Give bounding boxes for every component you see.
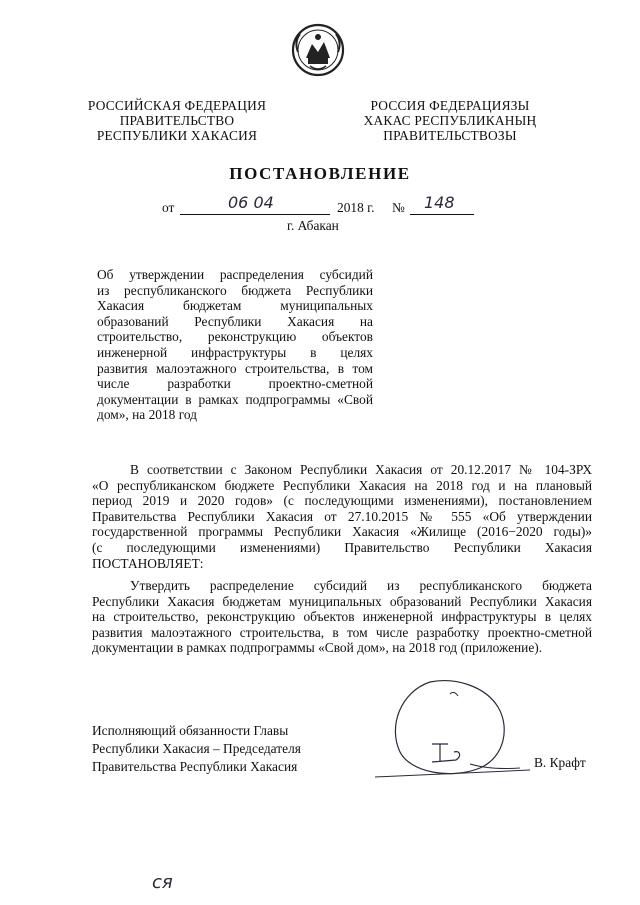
from-label: от [162, 200, 175, 215]
header-left-line: РОССИЙСКАЯ ФЕДЕРАЦИЯ [87, 98, 267, 113]
header-right [350, 98, 550, 143]
subject-line: числе разработки проектно-сметной [97, 376, 373, 392]
subject-line: строительство, реконструкцию объектов [97, 329, 373, 345]
paragraph-line: на строительство, реконструкцию объектов инженерной инфраструктуры в целях [92, 609, 592, 625]
position-line: Правительства Республики Хакасия [92, 759, 298, 774]
subject-line: инженерной инфраструктуры в целях [97, 344, 373, 360]
number-handwritten: 148 [424, 193, 455, 212]
signatory-name: В. Крафт [534, 755, 586, 770]
footer-handwritten-mark: ся [152, 872, 173, 893]
position-line: Республики Хакасия – Председателя [92, 741, 301, 756]
number-label: № [392, 200, 405, 215]
emblem [290, 22, 346, 78]
subject-line: из республиканского бюджета Республики [97, 282, 373, 298]
paragraph-line: период 2019 и 2020 годов» (с последующими изменениями), постановлением [92, 493, 592, 509]
decree-subject [97, 267, 373, 423]
subject-line: Об утверждении распределения субсидий [97, 267, 373, 282]
paragraph-line: Утвердить распределение субсидий из республиканского бюджета [130, 578, 592, 593]
subject-line: документации в рамках подпрограммы «Свой [97, 391, 373, 407]
subject-line: образований Республики Хакасия на [97, 313, 373, 329]
year-label: 2018 г. [337, 200, 375, 215]
paragraph-line: ПОСТАНОВЛЯЕТ: [92, 555, 204, 571]
paragraph-line: (с последующими изменениями) Правительство Республики Хакасия [92, 539, 592, 555]
signatory-position [92, 722, 301, 776]
handwritten-signature [370, 672, 540, 787]
subject-line: дом», на 2018 год [97, 407, 197, 423]
header-right-line: РОССИЯ ФЕДЕРАЦИЯЗЫ [370, 98, 530, 113]
paragraph-resolution [92, 578, 592, 656]
republic-khakassia-emblem-icon [290, 22, 346, 78]
paragraph-line: государственной программы Республики Хакасия «Жилище (2016−2020 годы)» [92, 524, 592, 540]
position-line: Исполняющий обязанности Главы [92, 723, 289, 738]
header-left [82, 98, 272, 143]
header-right-line: ПРАВИТЕЛЬСТВОЗЫ [383, 128, 517, 143]
paragraph-line: Правительства Республики Хакасия от 27.10.2015 № 555 «Об утверждении [92, 508, 592, 524]
document-title: ПОСТАНОВЛЕНИЕ [229, 164, 411, 183]
paragraph-basis [92, 462, 592, 571]
subject-line: развития малоэтажного строительства, в том [97, 360, 373, 376]
header-left-line: РЕСПУБЛИКИ ХАКАСИЯ [96, 128, 258, 143]
paragraph-line: развития малоэтажного строительства, в том числе разработку проектно-сметной [92, 624, 592, 640]
header-right-line: ХАКАС РЕСПУБЛИКАНЫҢ [363, 113, 537, 128]
date-handwritten: 06 04 [228, 193, 274, 212]
header-left-line: ПРАВИТЕЛЬСТВО [119, 113, 235, 128]
paragraph-line: Республики Хакасия бюджетам муниципальных образований Республики Хакасия [92, 593, 592, 609]
paragraph-line: «О республиканском бюджете Республики Хакасия на 2018 год и на плановый [92, 477, 592, 493]
paragraph-line: В соответствии с Законом Республики Хакасия от 20.12.2017 № 104-ЗРХ [130, 462, 592, 477]
subject-line: Хакасия бюджетам муниципальных [97, 298, 373, 314]
city: г. Абакан [287, 218, 339, 233]
paragraph-line: документации в рамках подпрограммы «Свой дом», на 2018 год (приложение). [92, 640, 543, 656]
